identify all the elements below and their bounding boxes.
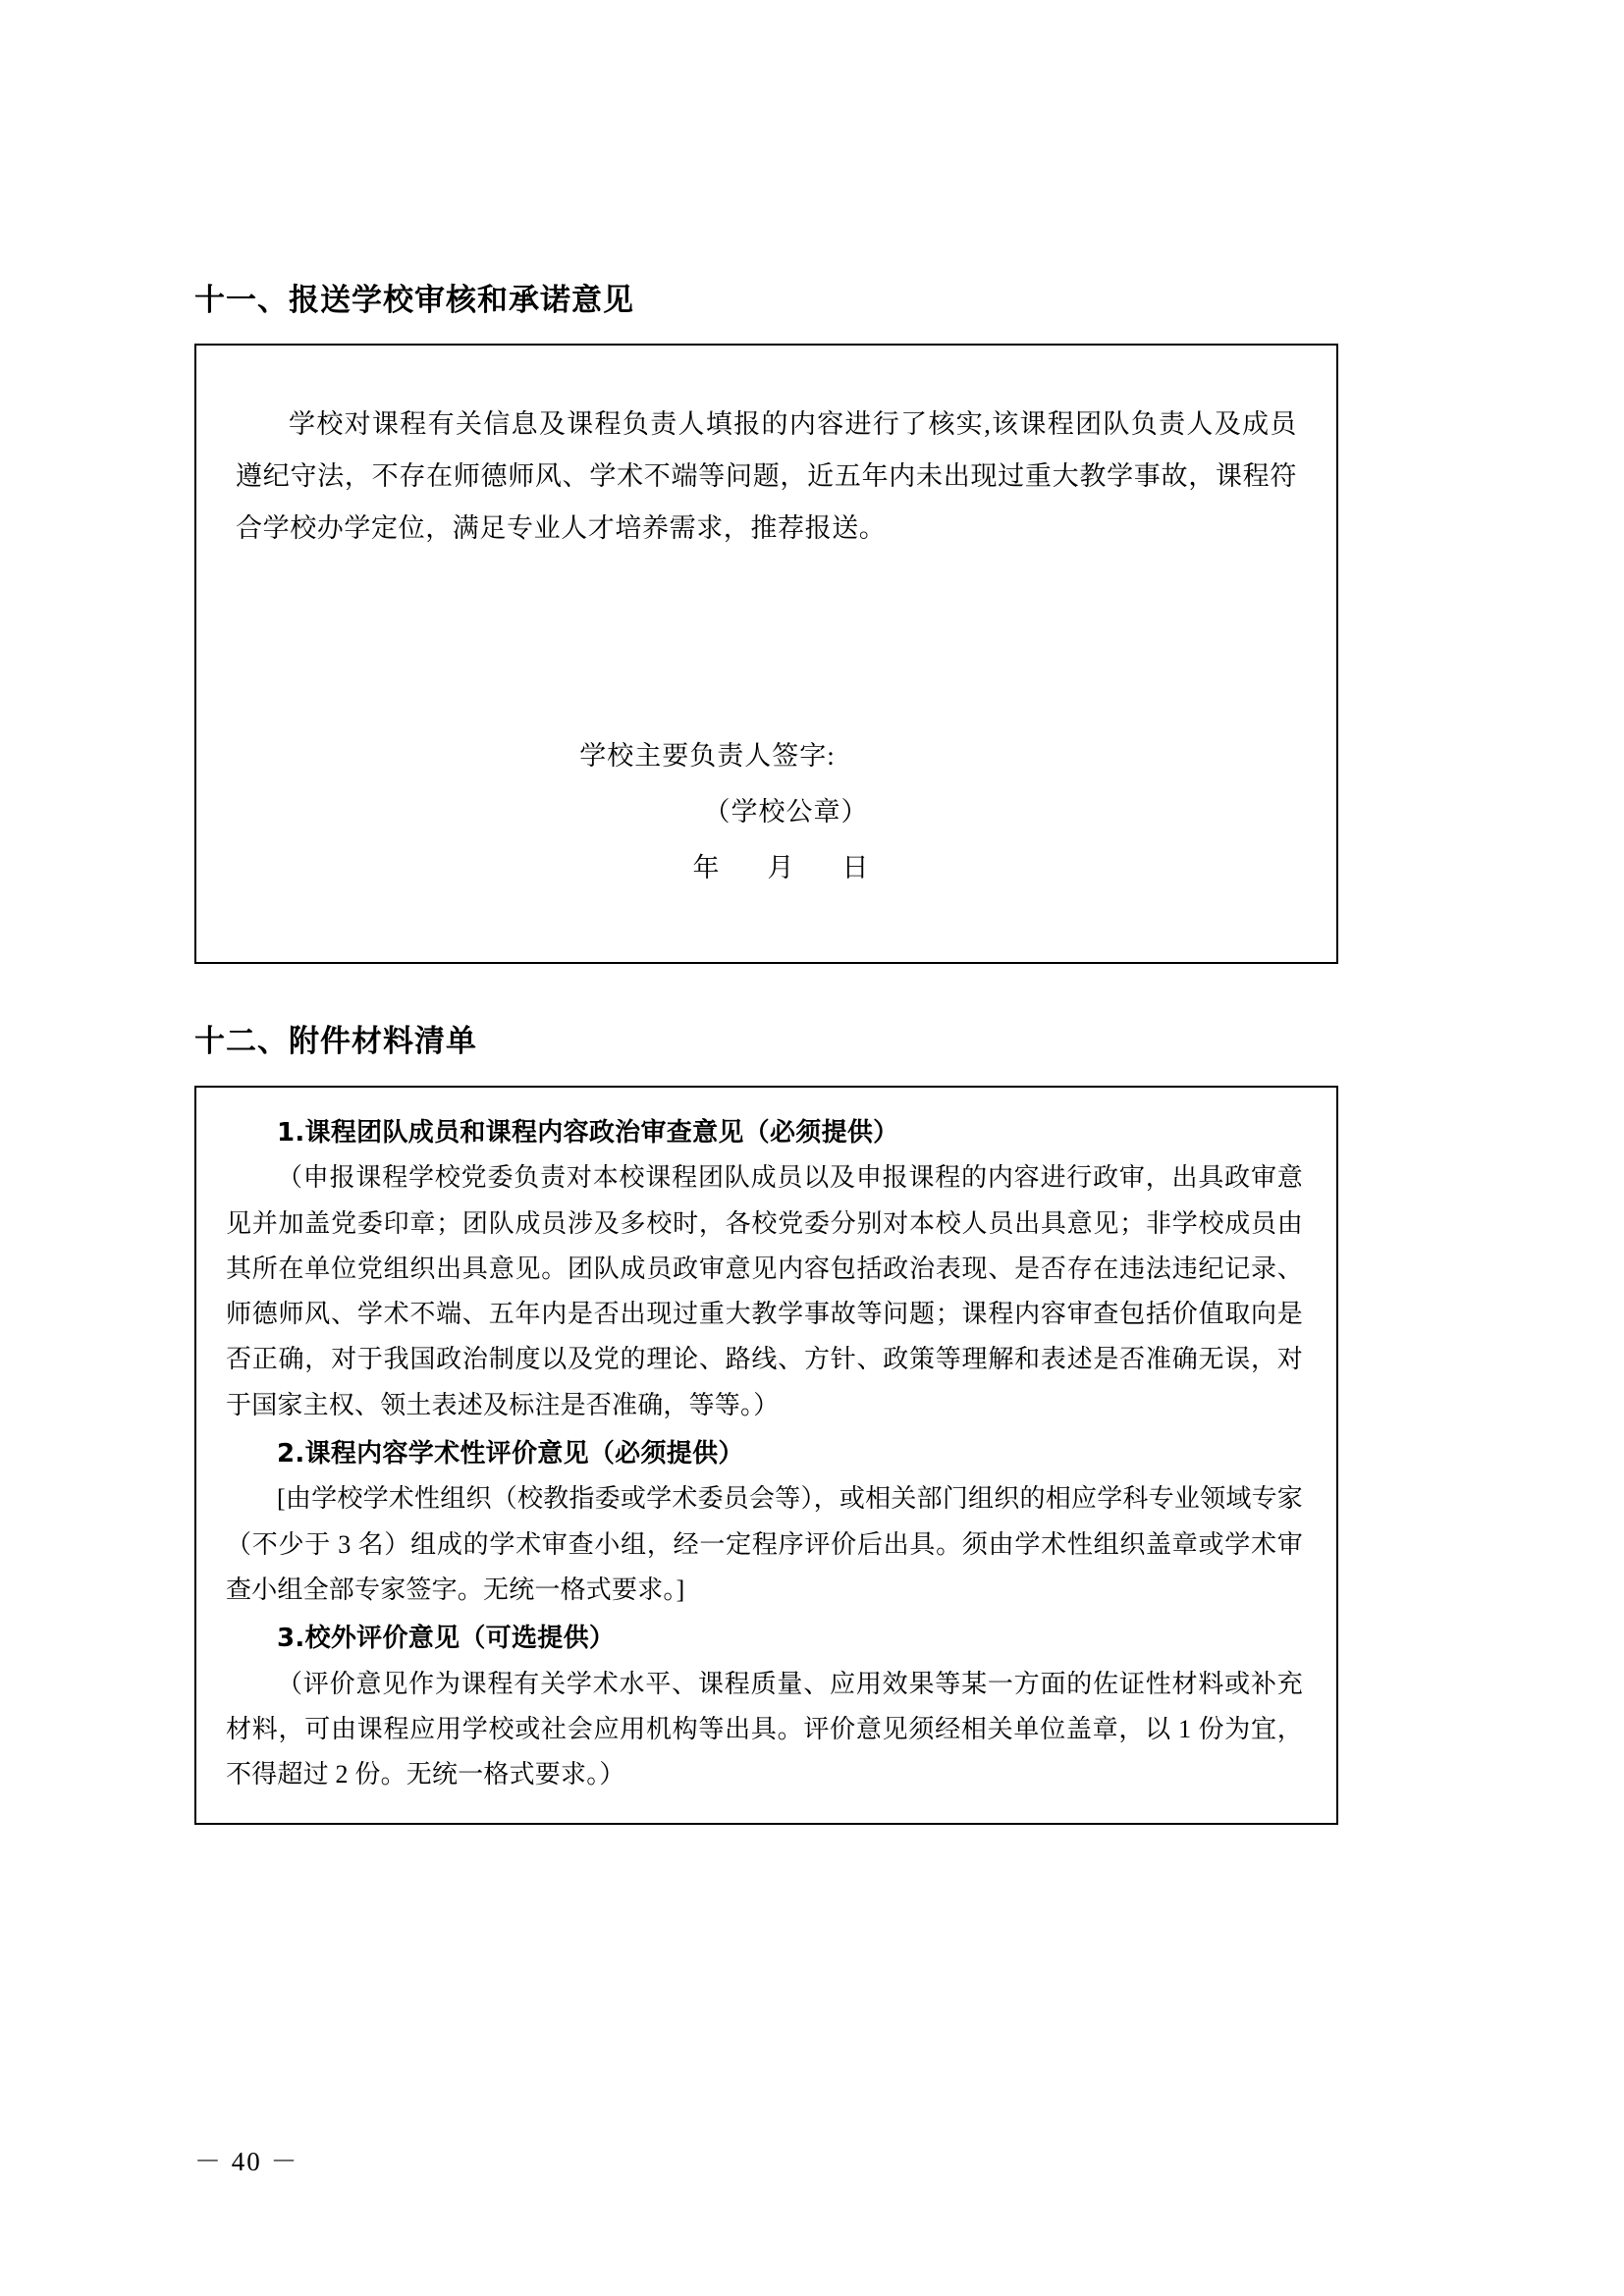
date-month: 月 bbox=[767, 852, 795, 882]
date-day: 日 bbox=[841, 852, 870, 882]
date-line bbox=[196, 840, 1336, 896]
page-content bbox=[194, 280, 1441, 1825]
attachment-item-body: （评价意见作为课程有关学术水平、课程质量、应用效果等某一方面的佐证性材料或补充材料，可由课程应用学校或社会应用机构等出具。评价意见须经相关单位盖章，以 1 份为宜，不得超过 2 份。无统一格式要求。） bbox=[226, 1669, 1303, 1789]
attachment-item-title: 2.课程内容学术性评价意见（必须提供） bbox=[277, 1438, 744, 1468]
section-12-heading: 十二、附件材料清单 bbox=[194, 1024, 477, 1060]
school-review-box bbox=[194, 344, 1338, 964]
attachment-item-title: 1.课程团队成员和课程内容政治审查意见（必须提供） bbox=[277, 1117, 899, 1148]
section-11-heading: 十一、报送学校审核和承诺意见 bbox=[194, 283, 634, 318]
section-spacer bbox=[194, 964, 1441, 1021]
seal-label: （学校公章） bbox=[703, 797, 869, 828]
attachment-list-box bbox=[194, 1086, 1338, 1826]
signature-label: 学校主要负责人签字: bbox=[579, 741, 836, 772]
signature-block bbox=[196, 728, 1336, 895]
school-review-text: 学校对课程有关信息及课程负责人填报的内容进行了核实,该课程团队负责人及成员遵纪守法，不存在师德师风、学术不端等问题，近五年内未出现过重大教学事故，课程符合学校办学定位，满足专业人才培养需求，推荐报送。 bbox=[236, 409, 1297, 543]
date-year: 年 bbox=[692, 852, 721, 882]
attachment-item-body: [由学校学术性组织（校教指委或学术委员会等），或相关部门组织的相应学科专业领域专家（不少于 3 名）组成的学术审查小组，经一定程序评价后出具。须由学术性组织盖章或学术审查小组全部专家签字。无统一格式要求。] bbox=[226, 1484, 1303, 1604]
attachment-item-body: （申报课程学校党委负责对本校课程团队成员以及申报课程的内容进行政审，出具政审意见并加盖党委印章；团队成员涉及多校时，各校党委分别对本校人员出具意见；非学校成员由其所在单位党组织出具意见。团队成员政审意见内容包括政治表现、是否存在违法违纪记录、师德师风、学术不端、五年内是否出现过重大教学事故等问题；课程内容审查包括价值取向是否正确，对于我国政治制度以及党的理论、路线、方针、政策等理解和表述是否准确无误，对于国家主权、领土表述及标注是否准确，等等。） bbox=[226, 1163, 1303, 1419]
page-number: － 40 － bbox=[194, 2147, 299, 2176]
attachment-item-title: 3.校外评价意见（可选提供） bbox=[277, 1624, 616, 1654]
